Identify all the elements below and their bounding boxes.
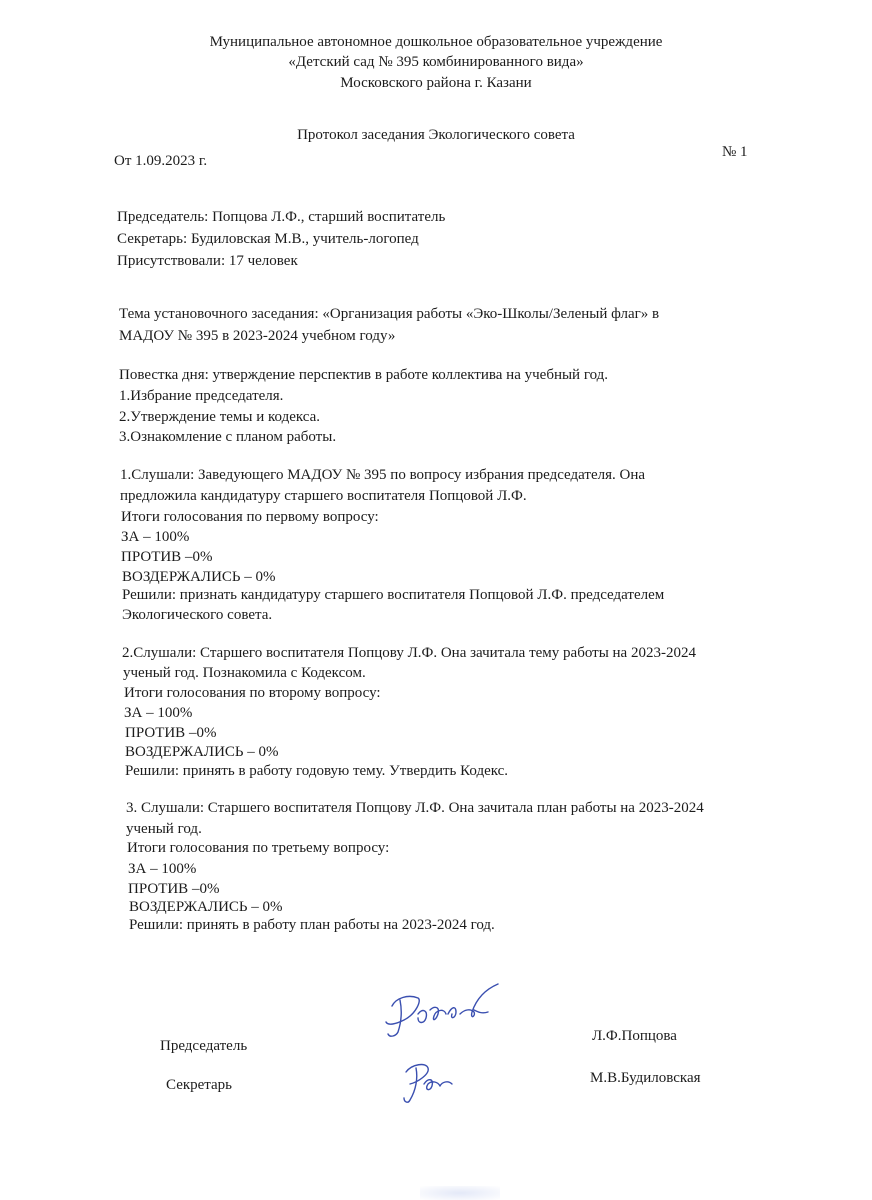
item2-heard-line1: 2.Слушали: Старшего воспитателя Попцову Л.Ф. Она зачитала тему работы на 2023-2024 [122,645,696,661]
item2-votes-abstained: ВОЗДЕРЖАЛИСЬ – 0% [125,744,279,760]
agenda-item: 2.Утверждение темы и кодекса. [119,409,321,425]
topic-line2: МАДОУ № 395 в 2023-2024 учебном году» [119,328,396,344]
item3-votes-for: ЗА – 100% [128,861,197,877]
item1-decision-line1: Решили: признать кандидатуру старшего воспитателя Попцовой Л.Ф. председателем [122,587,665,603]
item1-votes-for: ЗА – 100% [121,529,190,545]
item3-votes-abstained: ВОЗДЕРЖАЛИСЬ – 0% [129,899,283,915]
agenda-intro: Повестка дня: утверждение перспектив в работе коллектива на учебный год. [119,367,609,383]
secretary-handwritten-signature [396,1056,466,1106]
item3-votes-against: ПРОТИВ –0% [128,881,220,897]
item1-heard-line2: предложила кандидатуру старшего воспитателя Попцовой Л.Ф. [120,488,527,504]
item2-decision: Решили: принять в работу годовую тему. Утвердить Кодекс. [125,763,509,779]
org-name-line3: Московского района г. Казани [340,75,532,91]
item1-votes-abstained: ВОЗДЕРЖАЛИСЬ – 0% [122,569,276,585]
item3-heard-line1: 3. Слушали: Старшего воспитателя Попцову Л.Ф. Она зачитала план работы на 2023-2024 [126,800,704,816]
protocol-date: От 1.09.2023 г. [114,153,208,169]
chair-signature-role: Председатель [160,1038,248,1054]
item2-votes-title: Итоги голосования по второму вопросу: [124,685,381,701]
agenda-item: 1.Избрание председателя. [119,388,284,404]
item3-heard-line2: ученый год. [126,821,202,837]
item3-decision: Решили: принять в работу план работы на 2023-2024 год. [129,917,495,933]
agenda-item: 3.Ознакомление с планом работы. [119,429,337,445]
protocol-title: Протокол заседания Экологического совета [297,127,575,143]
item1-heard-line1: 1.Слушали: Заведующего МАДОУ № 395 по вопросу избрания председателя. Она [120,467,646,483]
item2-votes-for: ЗА – 100% [124,705,193,721]
secretary-signature-name: М.В.Будиловская [590,1070,701,1086]
item3-votes-title: Итоги голосования по третьему вопросу: [127,840,390,856]
secretary-signature-role: Секретарь [166,1077,233,1093]
present-line: Присутствовали: 17 человек [117,253,298,269]
item1-decision-line2: Экологического совета. [122,607,273,623]
item2-votes-against: ПРОТИВ –0% [125,725,217,741]
item1-votes-against: ПРОТИВ –0% [121,549,213,565]
scan-smudge [420,1186,500,1200]
item2-heard-line2: ученый год. Познакомила с Кодексом. [123,665,366,681]
org-name-line1: Муниципальное автономное дошкольное образовательное учреждение [209,34,663,50]
chair-signature-name: Л.Ф.Попцова [592,1028,677,1044]
secretary-line: Секретарь: Будиловская М.В., учитель-логопед [117,231,419,247]
topic-line1: Тема установочного заседания: «Организация работы «Эко-Школы/Зеленый флаг» в [119,306,660,322]
protocol-number: № 1 [722,144,748,160]
chair-handwritten-signature [378,980,508,1044]
item1-votes-title: Итоги голосования по первому вопросу: [121,509,379,525]
org-name-line2: «Детский сад № 395 комбинированного вида» [288,54,584,70]
chair-line: Председатель: Попцова Л.Ф., старший воспитатель [117,209,446,225]
